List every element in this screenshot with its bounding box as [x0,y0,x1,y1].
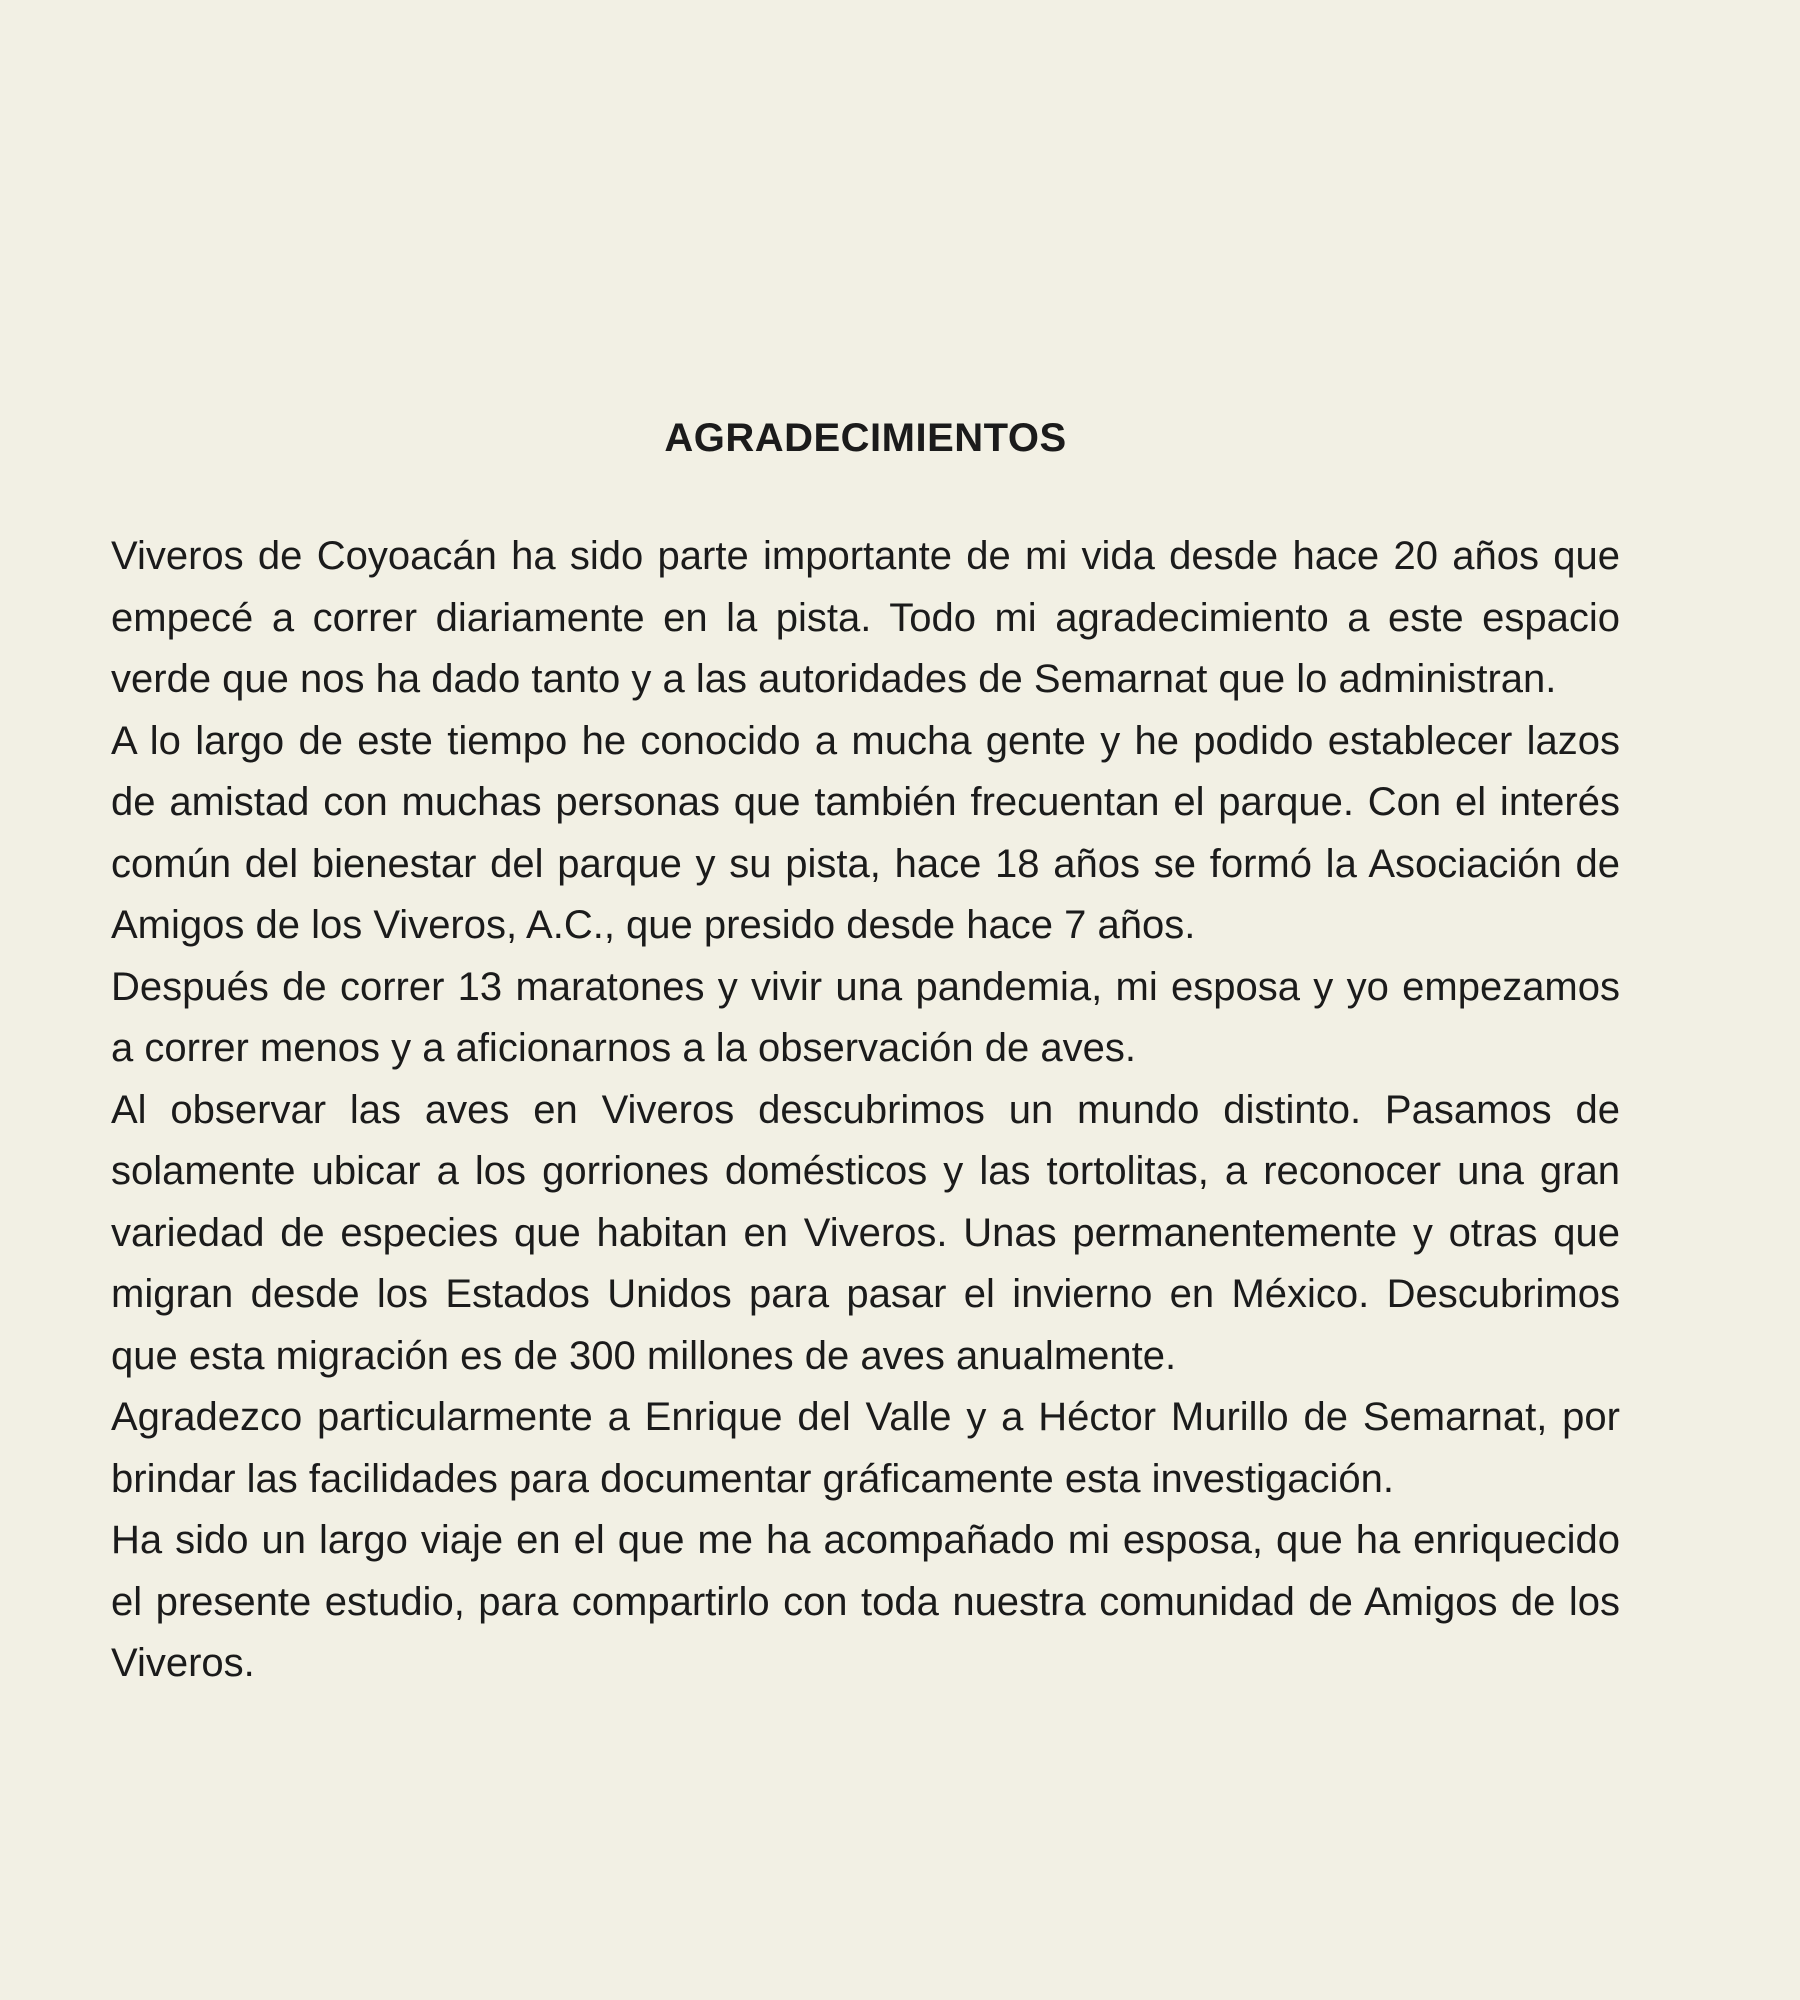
page-title: AGRADECIMIENTOS [664,416,1067,460]
paragraph-5: Agradezco particularmente a Enrique del Valle y a Héctor Murillo de Semarnat, por brindar las facilidades para documentar gráficamente esta investigación. [111,1395,1620,1501]
document-page [111,410,1620,1695]
paragraph-1: Viveros de Coyoacán ha sido parte importante de mi vida desde hace 20 años que empecé a correr diariamente en la pista. Todo mi agradecimiento a este espacio verde que nos ha dado tanto y a las autoridades de Semarnat que lo administran. [111,534,1620,701]
paragraph-4: Al observar las aves en Viveros descubrimos un mundo distinto. Pasamos de solamente ubicar a los gorriones domésticos y las tortolitas, a reconocer una gran variedad de especies que habitan en Viveros. Unas permanentemente y otras que migran desde los Estados Unidos para pasar el invierno en México. Descubrimos que esta migración es de 300 millones de aves anualmente. [111,1087,1620,1378]
paragraph-6: Ha sido un largo viaje en el que me ha acompañado mi esposa, que ha enriquecido el presente estudio, para compartirlo con toda nuestra comunidad de Amigos de los Viveros. [111,1518,1620,1685]
document-body [111,526,1620,1695]
paragraph-2: A lo largo de este tiempo he conocido a mucha gente y he podido establecer lazos de amistad con muchas personas que también frecuentan el parque. Con el interés común del bienestar del parque y su pista, hace 18 años se formó la Asociación de Amigos de los Viveros, A.C., que presido desde hace 7 años. [111,718,1620,947]
paragraph-3: Después de correr 13 maratones y vivir una pandemia, mi esposa y yo empezamos a correr menos y a aficionarnos a la observación de aves. [111,964,1620,1070]
